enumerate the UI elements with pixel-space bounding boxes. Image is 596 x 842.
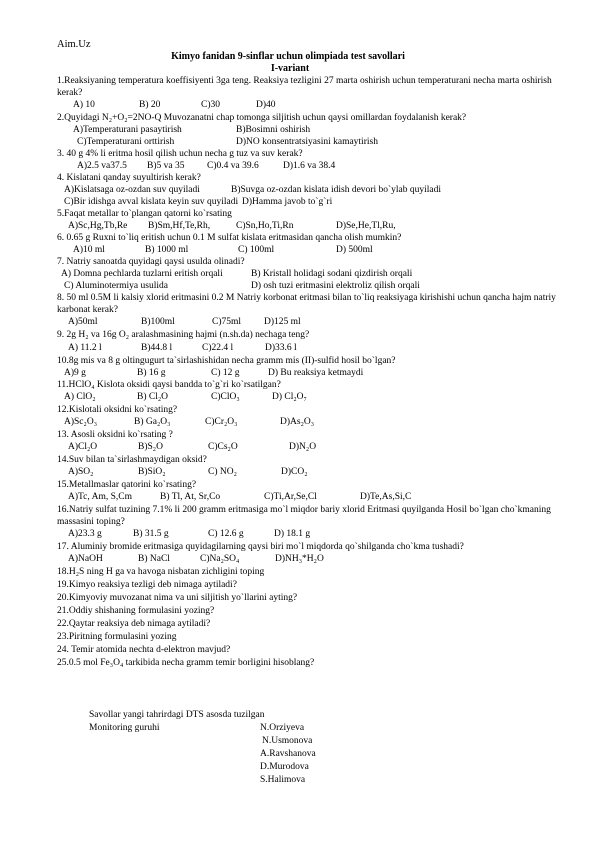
option: D)NH₃*H₂O [275, 554, 324, 564]
option: D)Se,He,Tl,Ru, [336, 221, 396, 231]
option: C)Na₂SO₄ [200, 554, 240, 564]
question-21: 21.Oddiy shishaning formulasini yozing? [57, 606, 215, 616]
question-15: 15.Metallmaslar qatorini ko`rsating? [57, 480, 197, 490]
option: C)Cr₂O₃ [205, 417, 238, 427]
option: A)Temperaturani pasaytirish [73, 125, 182, 135]
option: D)Hamma javob to`g`ri [242, 197, 333, 207]
option: B) Cl₂O [137, 392, 169, 402]
option: B) 1000 ml [145, 245, 189, 255]
option: A)Cl₂O [68, 442, 98, 452]
option: B) Ga₂O₃ [134, 417, 171, 427]
option: D)As₂O₃ [280, 417, 315, 427]
option: D) 500ml [336, 245, 373, 255]
option: A) ClO₂ [64, 392, 96, 402]
question-24: 24. Temir atomida nechta d-elektron mavjud? [57, 645, 231, 655]
option: C)ClO₃ [211, 392, 240, 402]
question-6: 6. 0.65 g Ruxni to`liq eritish uchun 0.1 M sulfat kislata eritmasidan qancha olish mumkin? [57, 233, 402, 243]
site-name: Aim.Uz [57, 39, 91, 50]
option: A)2.5 va37.5 [77, 161, 127, 171]
option: A)23.3 g [68, 529, 102, 539]
option: A)Sc₂O₃ [64, 417, 98, 427]
option: D) Bu reaksiya ketmaydi [268, 368, 364, 378]
option: C)22.4 l [202, 343, 234, 353]
question-18: 18.H₂S ning H ga va havoga nisbatan zichligini toping [57, 567, 265, 577]
option: B)Suvga oz-ozdan kislata idish devori bo`ylab quyiladi [231, 185, 442, 195]
option: D) 18.1 g [274, 529, 311, 539]
question-1: 1.Reaksiyaning temperatura koeffisiyenti 3ga teng. Reaksiya tezligini 27 marta oshirish uchun temperaturani necha marta oshirish kerak? [57, 76, 552, 98]
question-10: 10.8g mis va 8 g oltingugurt ta`sirlashishidan necha gramm mis (II)-sulfid hosil bo`lgan? [57, 356, 396, 366]
question-8: 8. 50 ml 0.5M li kalsiy xlorid eritmasini 0.2 M Natriy korbonat eritmasi bilan to`liq reaksiyaga kirishishi uchun qancha hajm natriy karbonat kerak? [57, 293, 556, 315]
option: A) Domna pechlarda tuzlarni eritish orqali [61, 269, 223, 279]
document-title: Kimyo fanidan 9-sinflar uchun olimpiada test savollari [171, 51, 405, 62]
footer-group-label: Monitoring guruhi [89, 723, 160, 733]
option: C) 100ml [238, 245, 275, 255]
option: B)5 va 35 [147, 161, 185, 171]
question-4: 4. Kislatani qanday suyultirish kerak? [57, 173, 201, 183]
option: B)100ml [141, 317, 175, 327]
option: A)10 ml [73, 245, 105, 255]
option: C) NO₂ [208, 467, 237, 477]
question-14: 14.Suv bilan ta`sirlashmaydigan oksid? [57, 455, 207, 465]
option: D)125 ml [264, 317, 301, 327]
option: B)S₂O [138, 442, 163, 452]
question-20: 20.Kimyoviy muvozanat nima va uni siljitish yo`llarini ayting? [57, 593, 298, 603]
variant-label: I-variant [270, 63, 310, 74]
question-11: 11.HClO₄ Kislota oksidi qaysi bandda to`g`ri ko`rsatilgan? [57, 380, 281, 390]
option: A)Sc,Hg,Tb,Re [68, 221, 128, 231]
question-22: 22.Qaytar reaksiya deb nimaga aytiladi? [57, 619, 211, 629]
question-9: 9. 2g H₂ va 16g O₂ aralashmasining hajmi (n.sh.da) nechaga teng? [57, 330, 310, 340]
question-3: 3. 40 g 4% li eritma hosil qilish uchun necha g tuz va suv kerak? [57, 149, 303, 159]
option: D) Cl₂O₇ [272, 392, 307, 402]
footer-name: D.Murodova [260, 762, 309, 772]
option: C)Ti,Ar,Se,Cl [264, 492, 317, 502]
option: D) osh tuzi eritmasini elektroliz qilish orqali [251, 281, 420, 291]
option: B) Kristall holidagi sodani qizdirish orqali [251, 269, 413, 279]
option: D)1.6 va 38.4 [283, 161, 336, 171]
option: D)33.6 l [265, 343, 297, 353]
option: A)SO₂ [68, 467, 94, 477]
option: C)Temperaturani orttirish [77, 137, 175, 147]
option: D)40 [256, 100, 276, 110]
option: D)Te,As,Si,C [360, 492, 412, 502]
option: A)Tc, Am, S,Cm [68, 492, 132, 502]
question-19: 19.Kimyo reaksiya tezligi deb nimaga aytiladi? [57, 580, 237, 590]
option: A)9 g [64, 368, 86, 378]
footer-note: Savollar yangi tahrirdagi DTS asosda tuzilgan [89, 710, 265, 720]
question-16: 16.Natriy sulfat tuzining 7.1% li 200 gramm eritmasiga mo`l miqdor bariy xlorid Eritmasi quyilganda Hosil bo`lgan cho`kmaning massasini toping? [57, 505, 551, 527]
option: C) 12.6 g [208, 529, 244, 539]
option: B) Tl, At, Sr,Co [160, 492, 221, 502]
footer-name: N.Usmonova [262, 736, 313, 746]
option: A)50ml [68, 317, 98, 327]
option: B) 31.5 g [133, 529, 169, 539]
option: C)Cs₂O [208, 442, 238, 452]
option: C)75ml [212, 317, 242, 327]
option: C) Aluminotermiya usulida [64, 281, 168, 291]
option: B)SiO₂ [138, 467, 166, 477]
option: B) NaCl [138, 554, 170, 564]
option: C)Sn,Ho,Ti,Rn [236, 221, 294, 231]
question-7: 7. Natriy sanoatda quyidagi qaysi usulda olinadi? [57, 257, 245, 267]
option: D)NO konsentratsiyasini kamaytirish [236, 137, 378, 147]
question-23: 23.Piritning formulasini yozing [57, 632, 177, 642]
footer-name: S.Halimova [260, 775, 306, 785]
question-25: 25.0.5 mol Fe₃O₄ tarkibida necha gramm temir borligini hisoblang? [57, 658, 315, 668]
question-5: 5.Faqat metallar to`plangan qatorni ko`rsating [57, 209, 232, 219]
question-12: 12.Kislotali oksidni ko`rsating? [57, 405, 178, 415]
question-13: 13. Asosli oksidni ko`rsating ? [57, 430, 173, 440]
footer-name: N.Orziyeva [260, 723, 305, 733]
question-17: 17. Aluminiy bromide eritmasiga quyidagilarning qaysi biri mo`l miqdorda qo`shilganda cho`kma tushadi? [57, 542, 464, 552]
option: B)Bosimni oshirish [236, 125, 311, 135]
option: A)NaOH [68, 554, 103, 564]
option: B)Sm,Hf,Te,Rh, [148, 221, 211, 231]
question-2: 2.Quyidagi N₂+O₂=2NO-Q Muvozanatni chap tomonga siljitish uchun qaysi omillardan foydalanish kerak? [57, 113, 467, 123]
option: A) 10 [73, 100, 95, 110]
option: A)Kislatsaga oz-ozdan suv quyiladi [64, 185, 200, 195]
option: A) 11.2 l [68, 343, 102, 353]
option: B) 16 g [137, 368, 166, 378]
option: C)30 [201, 100, 220, 110]
option: C)0.4 va 39.6 [207, 161, 259, 171]
option: C) 12 g [211, 368, 240, 378]
option: B)44.8 l [141, 343, 173, 353]
option: C)Bir idishga avval kislata keyin suv quyiladi [64, 197, 239, 207]
option: D)CO₂ [281, 467, 308, 477]
option: D)N₂O [289, 442, 317, 452]
option: B) 20 [139, 100, 161, 110]
footer-name: A.Ravshanova [260, 749, 316, 759]
